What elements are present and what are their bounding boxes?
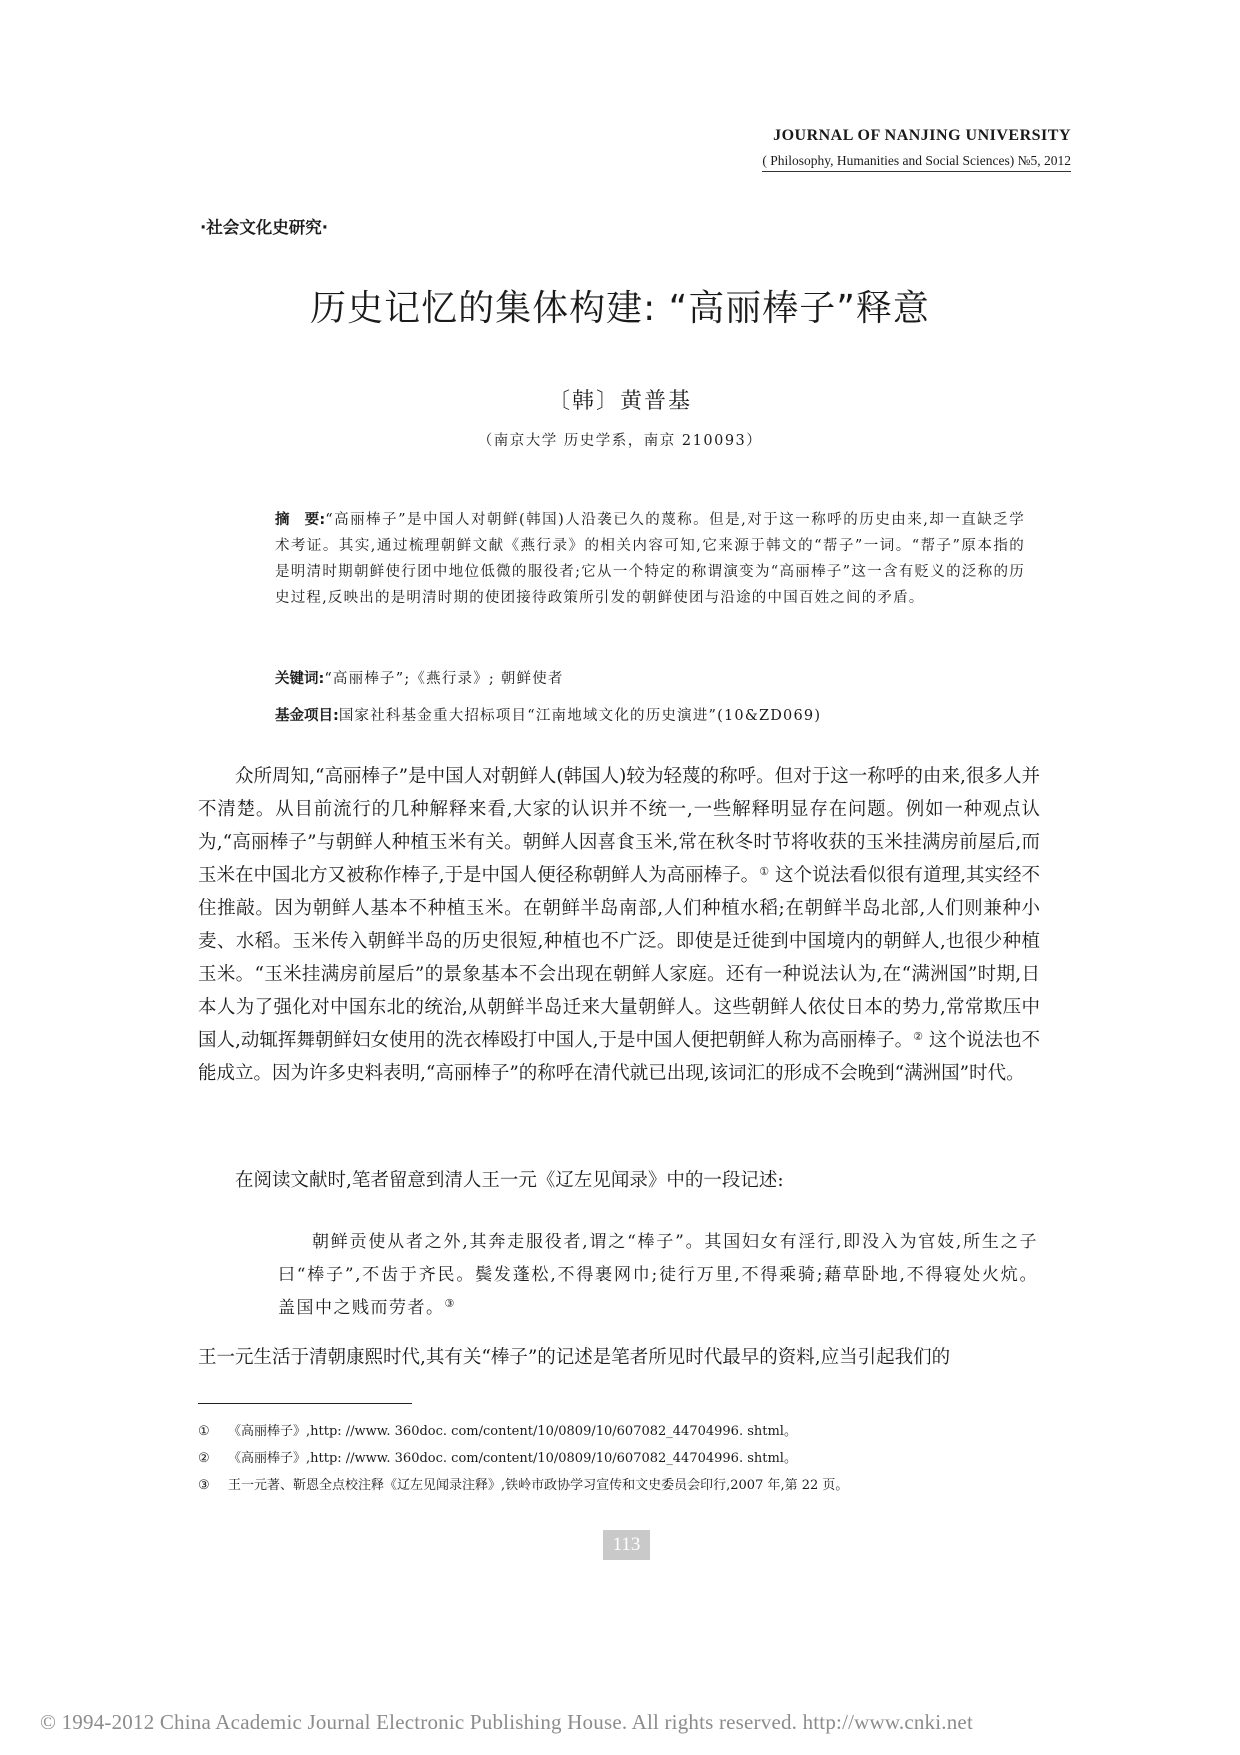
article-title: 历史记忆的集体构建: “高丽棒子”释意 bbox=[310, 288, 930, 329]
footnote-number: ② bbox=[198, 1451, 210, 1466]
abstract bbox=[275, 507, 1025, 611]
footnote bbox=[198, 1418, 1040, 1445]
body-paragraph-2 bbox=[198, 1164, 1040, 1197]
footnote-ref[interactable]: ① bbox=[759, 865, 770, 878]
journal-subtitle: ( Philosophy, Humanities and Social Sciences) №5, 2012 bbox=[762, 153, 1071, 172]
abstract-text: “高丽棒子”是中国人对朝鲜(韩国)人沿袭已久的蔑称。但是,对于这一称呼的历史由来,却一直缺乏学术考证。其实,通过梳理朝鲜文献《燕行录》的相关内容可知,它来源于韩文的“帮子”一词。“帮子”原本指的是明清时期朝鲜使行团中地位低微的服役者;它从一个特定的称谓演变为“高丽棒子”这一含有贬义的泛称的历史过程,反映出的是明清时期的使团接待政策所引发的朝鲜使团与沿途的中国百姓之间的矛盾。 bbox=[275, 512, 1025, 606]
footnote-ref[interactable]: ③ bbox=[444, 1297, 456, 1310]
fund-label: 基金项目: bbox=[275, 708, 339, 724]
abstract-label: 摘 要: bbox=[275, 512, 326, 528]
column-tag: ·社会文化史研究· bbox=[200, 218, 329, 237]
body-text: 众所周知,“高丽棒子”是中国人对朝鲜人(韩国人)较为轻蔑的称呼。但对于这一称呼的由来,很多人并不清楚。从目前流行的几种解释来看,大家的认识并不统一,一些解释明显存在问题。例如一种观点认为,“高丽棒子”与朝鲜人种植玉米有关。朝鲜人因喜食玉米,常在秋冬时节将收获的玉米挂满房前屋后,而玉米在中国北方又被称作棒子,于是中国人便径称朝鲜人为高丽棒子。 bbox=[198, 766, 1040, 886]
body-text: 这个说法也不能成立。因为许多史料表明,“高丽棒子”的称呼在清代就已出现,该词汇的形成不会晚到“满洲国”时代。 bbox=[198, 1030, 1040, 1084]
author: 〔韩〕黄普基 bbox=[547, 389, 692, 414]
affiliation: （南京大学 历史学系，南京 210093） bbox=[477, 433, 763, 449]
quote-text: 朝鲜贡使从者之外,其奔走服役者,谓之“棒子”。其国妇女有淫行,即没入为官妓,所生之子曰“棒子”,不齿于齐民。鬓发蓬松,不得裹网巾;徒行万里,不得乘骑;藉草卧地,不得寝处火炕。盖国中之贱而劳者。 bbox=[278, 1232, 1038, 1318]
body-paragraph-1 bbox=[198, 760, 1040, 1090]
footnote-ref[interactable]: ② bbox=[913, 1030, 924, 1043]
body-text: 在阅读文献时,笔者留意到清人王一元《辽左见闻录》中的一段记述: bbox=[235, 1170, 784, 1191]
block-quote bbox=[278, 1226, 1038, 1325]
body-paragraph-3 bbox=[198, 1341, 1040, 1374]
copyright-notice: © 1994-2012 China Academic Journal Electronic Publishing House. All rights reserved. http://www.cnki.net bbox=[40, 1710, 973, 1734]
footnote bbox=[198, 1472, 1040, 1499]
footnote-text: 王一元著、靳恩全点校注释《辽左见闻录注释》,铁岭市政协学习宣传和文史委员会印行,2007 年,第 22 页。 bbox=[228, 1478, 849, 1493]
footnote bbox=[198, 1445, 1040, 1472]
journal-title: JOURNAL OF NANJING UNIVERSITY bbox=[773, 127, 1071, 144]
keywords bbox=[275, 667, 564, 688]
footnote-number: ① bbox=[198, 1424, 210, 1439]
footnote-divider bbox=[198, 1403, 412, 1404]
keywords-label: 关键词: bbox=[275, 671, 325, 687]
fund-text: 国家社科基金重大招标项目“江南地域文化的历史演进”(10&ZD069) bbox=[338, 708, 822, 724]
footnote-text: 《高丽棒子》,http: //www. 360doc. com/content/10/0809/10/607082_44704996. shtml。 bbox=[228, 1424, 797, 1439]
keywords-text: “高丽棒子”;《燕行录》; 朝鲜使者 bbox=[324, 671, 564, 687]
body-text: 王一元生活于清朝康熙时代,其有关“棒子”的记述是笔者所见时代最早的资料,应当引起我们的 bbox=[198, 1347, 951, 1368]
footnote-text: 《高丽棒子》,http: //www. 360doc. com/content/10/0809/10/607082_44704996. shtml。 bbox=[228, 1451, 797, 1466]
fund bbox=[275, 704, 821, 725]
footnote-number: ③ bbox=[198, 1478, 210, 1493]
body-text: 这个说法看似很有道理,其实经不住推敲。因为朝鲜人基本不种植玉米。在朝鲜半岛南部,人们种植水稻;在朝鲜半岛北部,人们则兼种小麦、水稻。玉米传入朝鲜半岛的历史很短,种植也不广泛。即使是迁徙到中国境内的朝鲜人,也很少种植玉米。“玉米挂满房前屋后”的景象基本不会出现在朝鲜人家庭。还有一种说法认为,在“满洲国”时期,日本人为了强化对中国东北的统治,从朝鲜半岛迁来大量朝鲜人。这些朝鲜人依仗日本的势力,常常欺压中国人,动辄挥舞朝鲜妇女使用的洗衣棒殴打中国人,于是中国人便把朝鲜人称为高丽棒子。 bbox=[198, 865, 1040, 1051]
page-number: 113 bbox=[603, 1530, 650, 1560]
footnotes bbox=[198, 1418, 1040, 1499]
